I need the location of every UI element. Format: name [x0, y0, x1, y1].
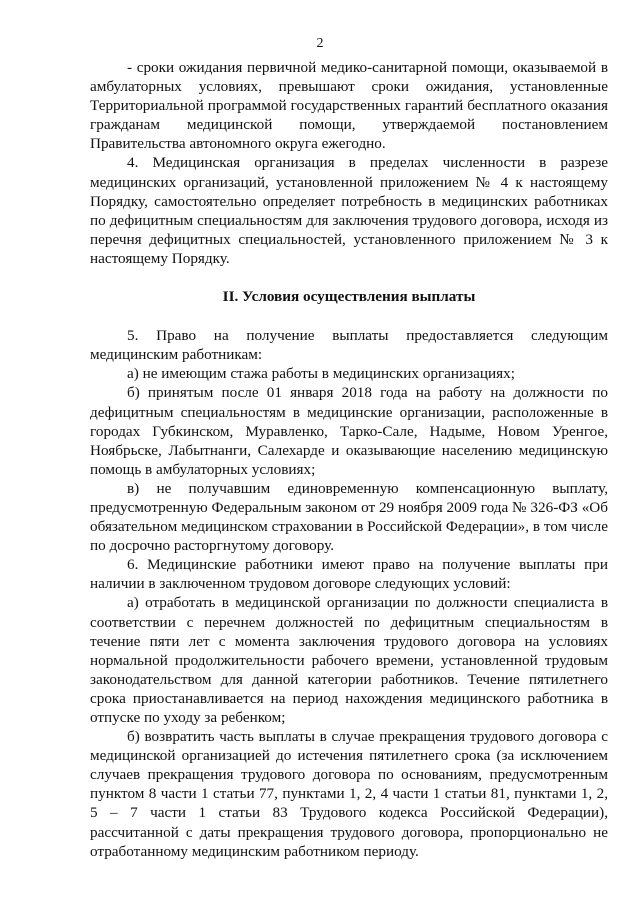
paragraph-5c: в) не получавшим единовременную компенсационную выплату, предусмотренную Федеральным законом от 29 ноября 2009 года № 326-ФЗ «Об обязательном медицинском страховании в Российской Федерации», в том числе по досрочно расторгнутому договору.: [90, 479, 608, 555]
paragraph-4-staffing-need: 4. Медицинская организация в пределах численности в разрезе медицинских организаций, установленной приложением № 4 к настоящему Порядку, самостоятельно определяет потребность в медицинских работниках по дефицитным специальностям для заключения трудового договора, исходя из перечня дефицитных специальностей, установленного приложением № 3 к настоящему Порядку.: [90, 154, 608, 267]
page-number: 2: [316, 36, 324, 51]
paragraph-waiting-times: - сроки ожидания первичной медико-санитарной помощи, оказываемой в амбулаторных условиях, превышают сроки ожидания, установленные Территориальной программой государственных гарантий бесплатного оказания гражданам медицинской помощи, утверждаемой постановлением Правительства автономного округа ежегодно.: [90, 59, 608, 153]
paragraph-5-eligibility: 5. Право на получение выплаты предоставляется следующим медицинским работникам:: [90, 327, 608, 364]
paragraph-5b: б) принятым после 01 января 2018 года на работу на должности по дефицитным специальностям в медицинские организации, расположенные в городах Губкинском, Муравленко, Тарко-Сале, Надыме, Новом Уренгое, Ноябрьске, Лабытнанги, Салехарде и оказывающие населению медицинскую помощь в амбулаторных условиях;: [90, 384, 608, 478]
document-body: [90, 58, 608, 861]
paragraph-6b: б) возвратить часть выплаты в случае прекращения трудового договора с медицинской организацией до истечения пятилетнего срока (за исключением случаев прекращения трудового договора по основаниям, предусмотренным пунктом 8 части 1 статьи 77, пунктами 1, 2, 4 части 1 статьи 81, пунктами 1, 2, 5 – 7 части 1 статьи 83 Трудового кодекса Российской Федерации), рассчитанной с даты прекращения трудового договора, пропорционально не отработанному медицинским работником периоду.: [90, 728, 608, 860]
paragraph-5a: а) не имеющим стажа работы в медицинских организациях;: [127, 365, 515, 383]
section-heading: II. Условия осуществления выплаты: [222, 288, 476, 306]
paragraph-6a: а) отработать в медицинской организации по должности специалиста в соответствии с перечнем должностей по дефицитным специальностям в течение пяти лет с момента заключения трудового договора на условиях нормальной продолжительности рабочего времени, установленной трудовым законодательством для данной категории работников. Течение пятилетнего срока приостанавливается на период нахождения медицинского работника в отпуске по уходу за ребенком;: [90, 594, 608, 726]
paragraph-6-conditions: 6. Медицинские работники имеют право на получение выплаты при наличии в заключенном трудовом договоре следующих условий:: [90, 556, 608, 593]
